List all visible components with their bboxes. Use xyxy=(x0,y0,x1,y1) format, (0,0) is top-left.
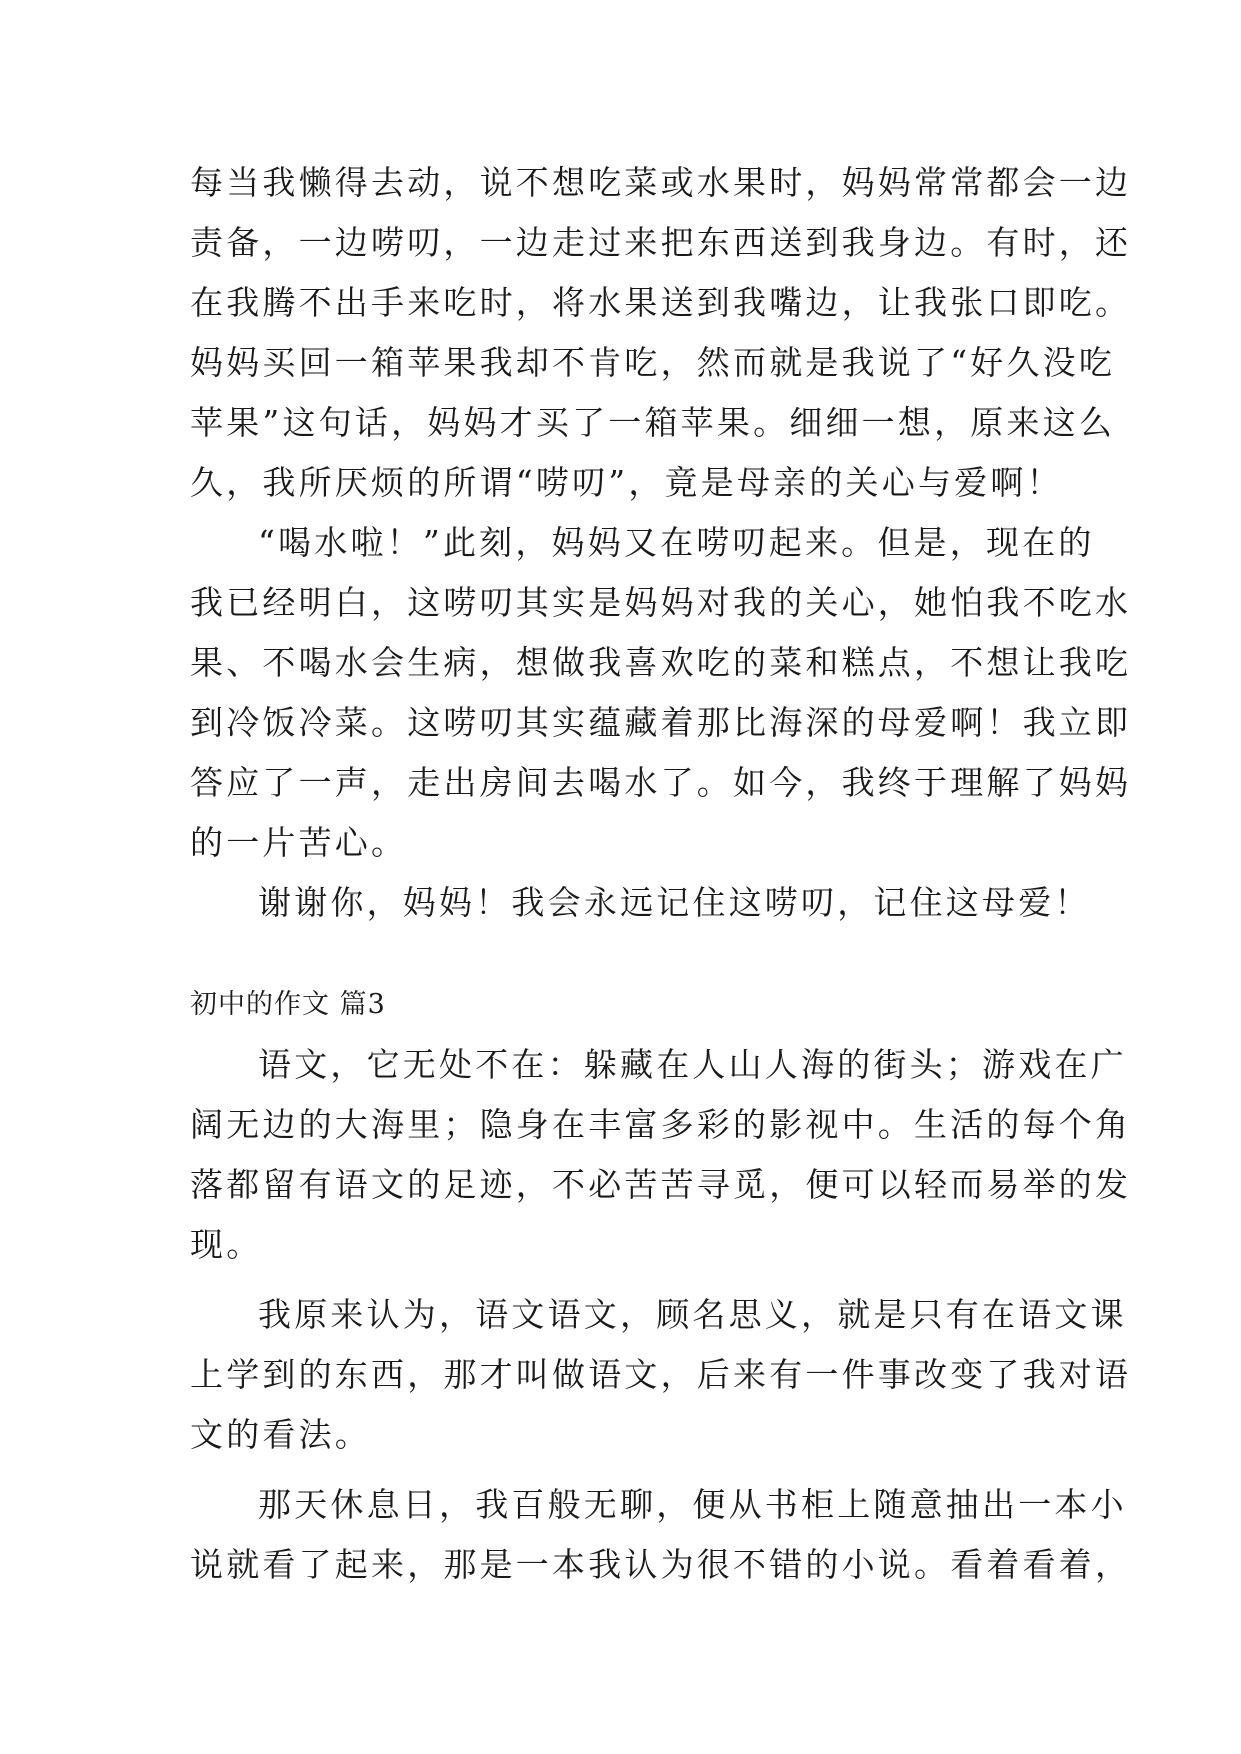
paragraph-first-line: 语文，它无处不在：躲藏在人山人海的街头；游戏在广 xyxy=(258,1045,1127,1084)
text-line: 的一片苦心。 xyxy=(190,823,408,862)
text-line: 妈妈买回一箱苹果我却不肯吃，然而就是我说了“好久没吃 xyxy=(190,343,1116,382)
paragraph-first-line: “喝水啦！”此刻，妈妈又在唠叨起来。但是，现在的 xyxy=(258,523,1095,562)
text-line: 责备，一边唠叨，一边走过来把东西送到我身边。有时，还 xyxy=(190,223,1132,262)
text-line: 每当我懒得去动，说不想吃菜或水果时，妈妈常常都会一边 xyxy=(190,163,1132,202)
text-line: 答应了一声，走出房间去喝水了。如今，我终于理解了妈妈 xyxy=(190,763,1132,802)
text-line: 阔无边的大海里；隐身在丰富多彩的影视中。生活的每个角 xyxy=(190,1105,1132,1144)
text-line: 说就看了起来，那是一本我认为很不错的小说。看着看着， xyxy=(190,1545,1132,1584)
text-line: 文的看法。 xyxy=(190,1415,371,1454)
text-line: 上学到的东西，那才叫做语文，后来有一件事改变了我对语 xyxy=(190,1355,1132,1394)
text-line: 果、不喝水会生病，想做我喜欢吃的菜和糕点，不想让我吃 xyxy=(190,643,1132,682)
text-line: 到冷饭冷菜。这唠叨其实蕴藏着那比海深的母爱啊！我立即 xyxy=(190,703,1132,742)
text-line: 现。 xyxy=(190,1225,263,1264)
text-line: 苹果”这句话，妈妈才买了一箱苹果。细细一想，原来这么 xyxy=(190,403,1116,442)
section-heading: 初中的作文 篇3 xyxy=(190,989,386,1020)
paragraph-first-line: 那天休息日，我百般无聊，便从书柜上随意抽出一本小 xyxy=(258,1485,1127,1524)
text-line: 久，我所厌烦的所谓“唠叨”，竟是母亲的关心与爱啊！ xyxy=(190,463,1063,502)
paragraph-first-line: 我原来认为，语文语文，顾名思义，就是只有在语文课 xyxy=(258,1295,1127,1334)
text-line: 我已经明白，这唠叨其实是妈妈对我的关心，她怕我不吃水 xyxy=(190,583,1132,622)
text-line: 落都留有语文的足迹，不必苦苦寻觅，便可以轻而易举的发 xyxy=(190,1165,1132,1204)
text-line: 在我腾不出手来吃时，将水果送到我嘴边，让我张口即吃。 xyxy=(190,283,1132,322)
paragraph-first-line: 谢谢你，妈妈！我会永远记住这唠叨，记住这母爱！ xyxy=(258,883,1091,922)
